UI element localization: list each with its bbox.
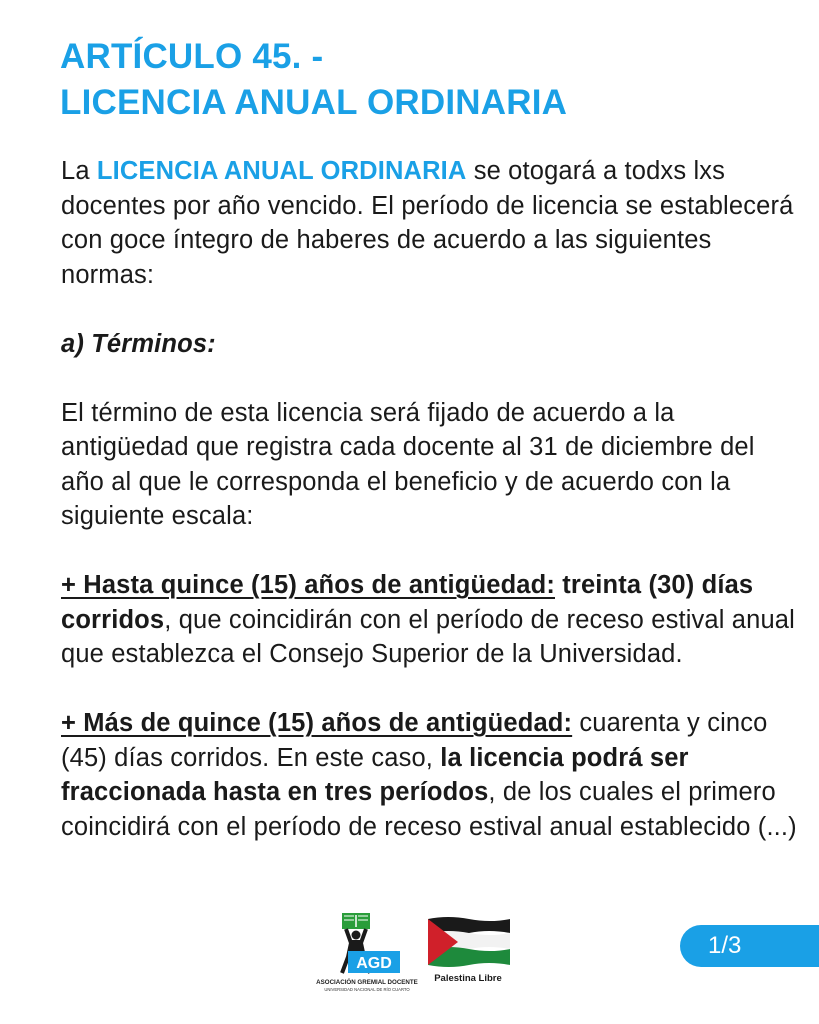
flag-label: Palestina Libre (434, 973, 502, 984)
palestine-flag-icon (428, 915, 510, 969)
intro-text: se otogará a todxs lxs docentes por año vencido. El período de licencia se establecerá con goce íntegro de haberes de acuerdo a las siguientes normas: (61, 157, 794, 289)
article-body (61, 154, 801, 844)
item-2-paragraph (61, 706, 801, 844)
agd-name: ASOCIACIÓN GREMIAL DOCENTE (316, 979, 418, 986)
intro-prefix: La (61, 157, 97, 185)
agd-logo-text: AGD (356, 955, 392, 972)
spacer (61, 672, 801, 707)
title-line-2: LICENCIA ANUAL ORDINARIA (60, 83, 568, 122)
spacer (61, 534, 801, 569)
agd-figure-icon (334, 913, 400, 977)
item-2-text: cuarenta y cinco (45) días corridos. En este caso, (61, 709, 768, 772)
agd-logo (312, 913, 422, 993)
item-2-label: + Más de quince (15) años de antigüedad: (61, 709, 573, 737)
title-line-1: ARTÍCULO 45. - (60, 37, 324, 76)
intro-highlight: LICENCIA ANUAL ORDINARIA (96, 157, 467, 185)
footer (0, 905, 819, 1024)
agd-subtitle: UNIVERSIDAD NACIONAL DE RÍO CUARTO (324, 987, 410, 992)
item-2-rest: , de los cuales el primero coincidirá con el período de receso estival anual establecido (...) (61, 778, 797, 841)
item-1-label: + Hasta quince (15) años de antigüedad: (61, 571, 555, 599)
item-1-bold: treinta (30) días corridos (61, 571, 754, 634)
spacer (61, 361, 801, 396)
item-1-text: , que coincidirán con el período de receso estival anual que establezca el Consejo Superior de la Universidad. (61, 605, 795, 668)
intro-paragraph (61, 154, 801, 292)
section-a-heading: a) Términos: (61, 329, 216, 358)
spacer (61, 292, 801, 327)
item-1-paragraph (61, 568, 801, 672)
section-a-text: El término de esta licencia será fijado de acuerdo a la antigüedad que registra cada docente al 31 de diciembre del año al que le corresponda el beneficio y de acuerdo con la siguiente escala: (61, 398, 755, 530)
item-2-bold: la licencia podrá ser fraccionada hasta en tres períodos (61, 743, 689, 806)
page-title (60, 34, 800, 126)
page-indicator: 1/3 (680, 925, 819, 967)
